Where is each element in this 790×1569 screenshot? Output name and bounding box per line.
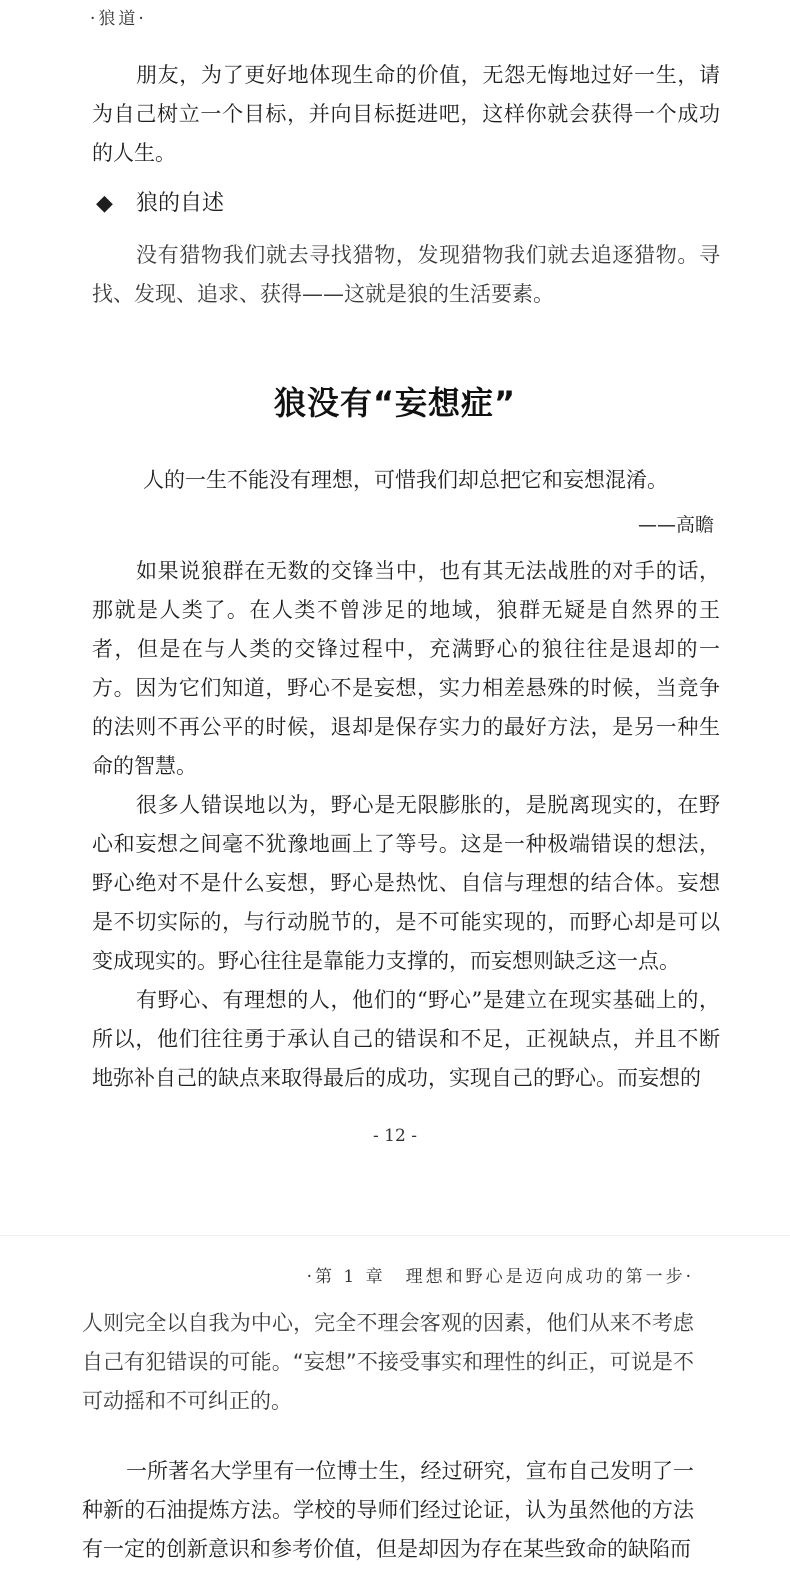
section-heading-text: 狼的自述: [136, 191, 225, 216]
section-block: [92, 236, 720, 314]
intro-paragraph: 朋友，为了更好地体现生命的价值，无怨无悔地过好一生，请为自己树立一个目标，并向目标挺进吧，这样你就会获得一个成功的人生。: [92, 63, 720, 165]
intro-block: [92, 56, 720, 173]
body-paragraph-3: 有野心、有理想的人，他们的“野心”是建立在现实基础上的，所以，他们往往勇于承认自己的错误和不足，正视缺点，并且不断地弥补自己的缺点来取得最后的成功，实现自己的野心。而妄想的: [92, 988, 720, 1090]
section-heading: [96, 186, 224, 217]
epigraph-quote: 人的一生不能没有理想，可惜我们却总把它和妄想混淆。: [143, 468, 668, 492]
story-block: [82, 1452, 694, 1569]
page-number: - 12 -: [373, 1126, 417, 1146]
chapter-title: 狼没有“妄想症”: [273, 384, 517, 422]
diamond-bullet-icon: ◆: [96, 191, 113, 216]
page-13: [0, 1235, 790, 1569]
section-paragraph: 没有猎物我们就去寻找猎物，发现猎物我们就去追逐猎物。寻找、发现、追求、获得——这就是狼的生活要素。: [92, 243, 720, 306]
continued-block: [82, 1304, 694, 1421]
body-paragraph-1: 如果说狼群在无数的交锋当中，也有其无法战胜的对手的话，那就是人类了。在人类不曾涉足的地域，狼群无疑是自然界的王者，但是在与人类的交锋过程中，充满野心的狼往往是退却的一方。因为它们知道，野心不是妄想，实力相差悬殊的时候，当竞争的法则不再公平的时候，退却是保存实力的最好方法，是另一种生命的智慧。: [92, 559, 720, 778]
body-block: [92, 552, 720, 1098]
story-paragraph: 一所著名大学里有一位博士生，经过研究，宣布自己发明了一种新的石油提炼方法。学校的导师们经过论证，认为虽然他的方法有一定的创新意识和参考价值，但是却因为存在某些致命的缺陷而: [82, 1459, 694, 1561]
continued-paragraph: 人则完全以自我为中心，完全不理会客观的因素，他们从来不考虑自己有犯错误的可能。“妄想”不接受事实和理性的纠正，可说是不可动摇和不可纠正的。: [82, 1311, 694, 1413]
epigraph-author: ——高瞻: [637, 514, 714, 536]
running-head: ·狼道·: [90, 9, 147, 29]
chapter-running-head: ·第 1 章 理想和野心是迈向成功的第一步·: [306, 1267, 694, 1287]
body-paragraph-2: 很多人错误地以为，野心是无限膨胀的，是脱离现实的，在野心和妄想之间毫不犹豫地画上了等号。这是一种极端错误的想法，野心绝对不是什么妄想，野心是热忱、自信与理想的结合体。妄想是不切实际的，与行动脱节的，是不可能实现的，而野心却是可以变成现实的。野心往往是靠能力支撑的，而妄想则缺乏这一点。: [92, 793, 720, 973]
